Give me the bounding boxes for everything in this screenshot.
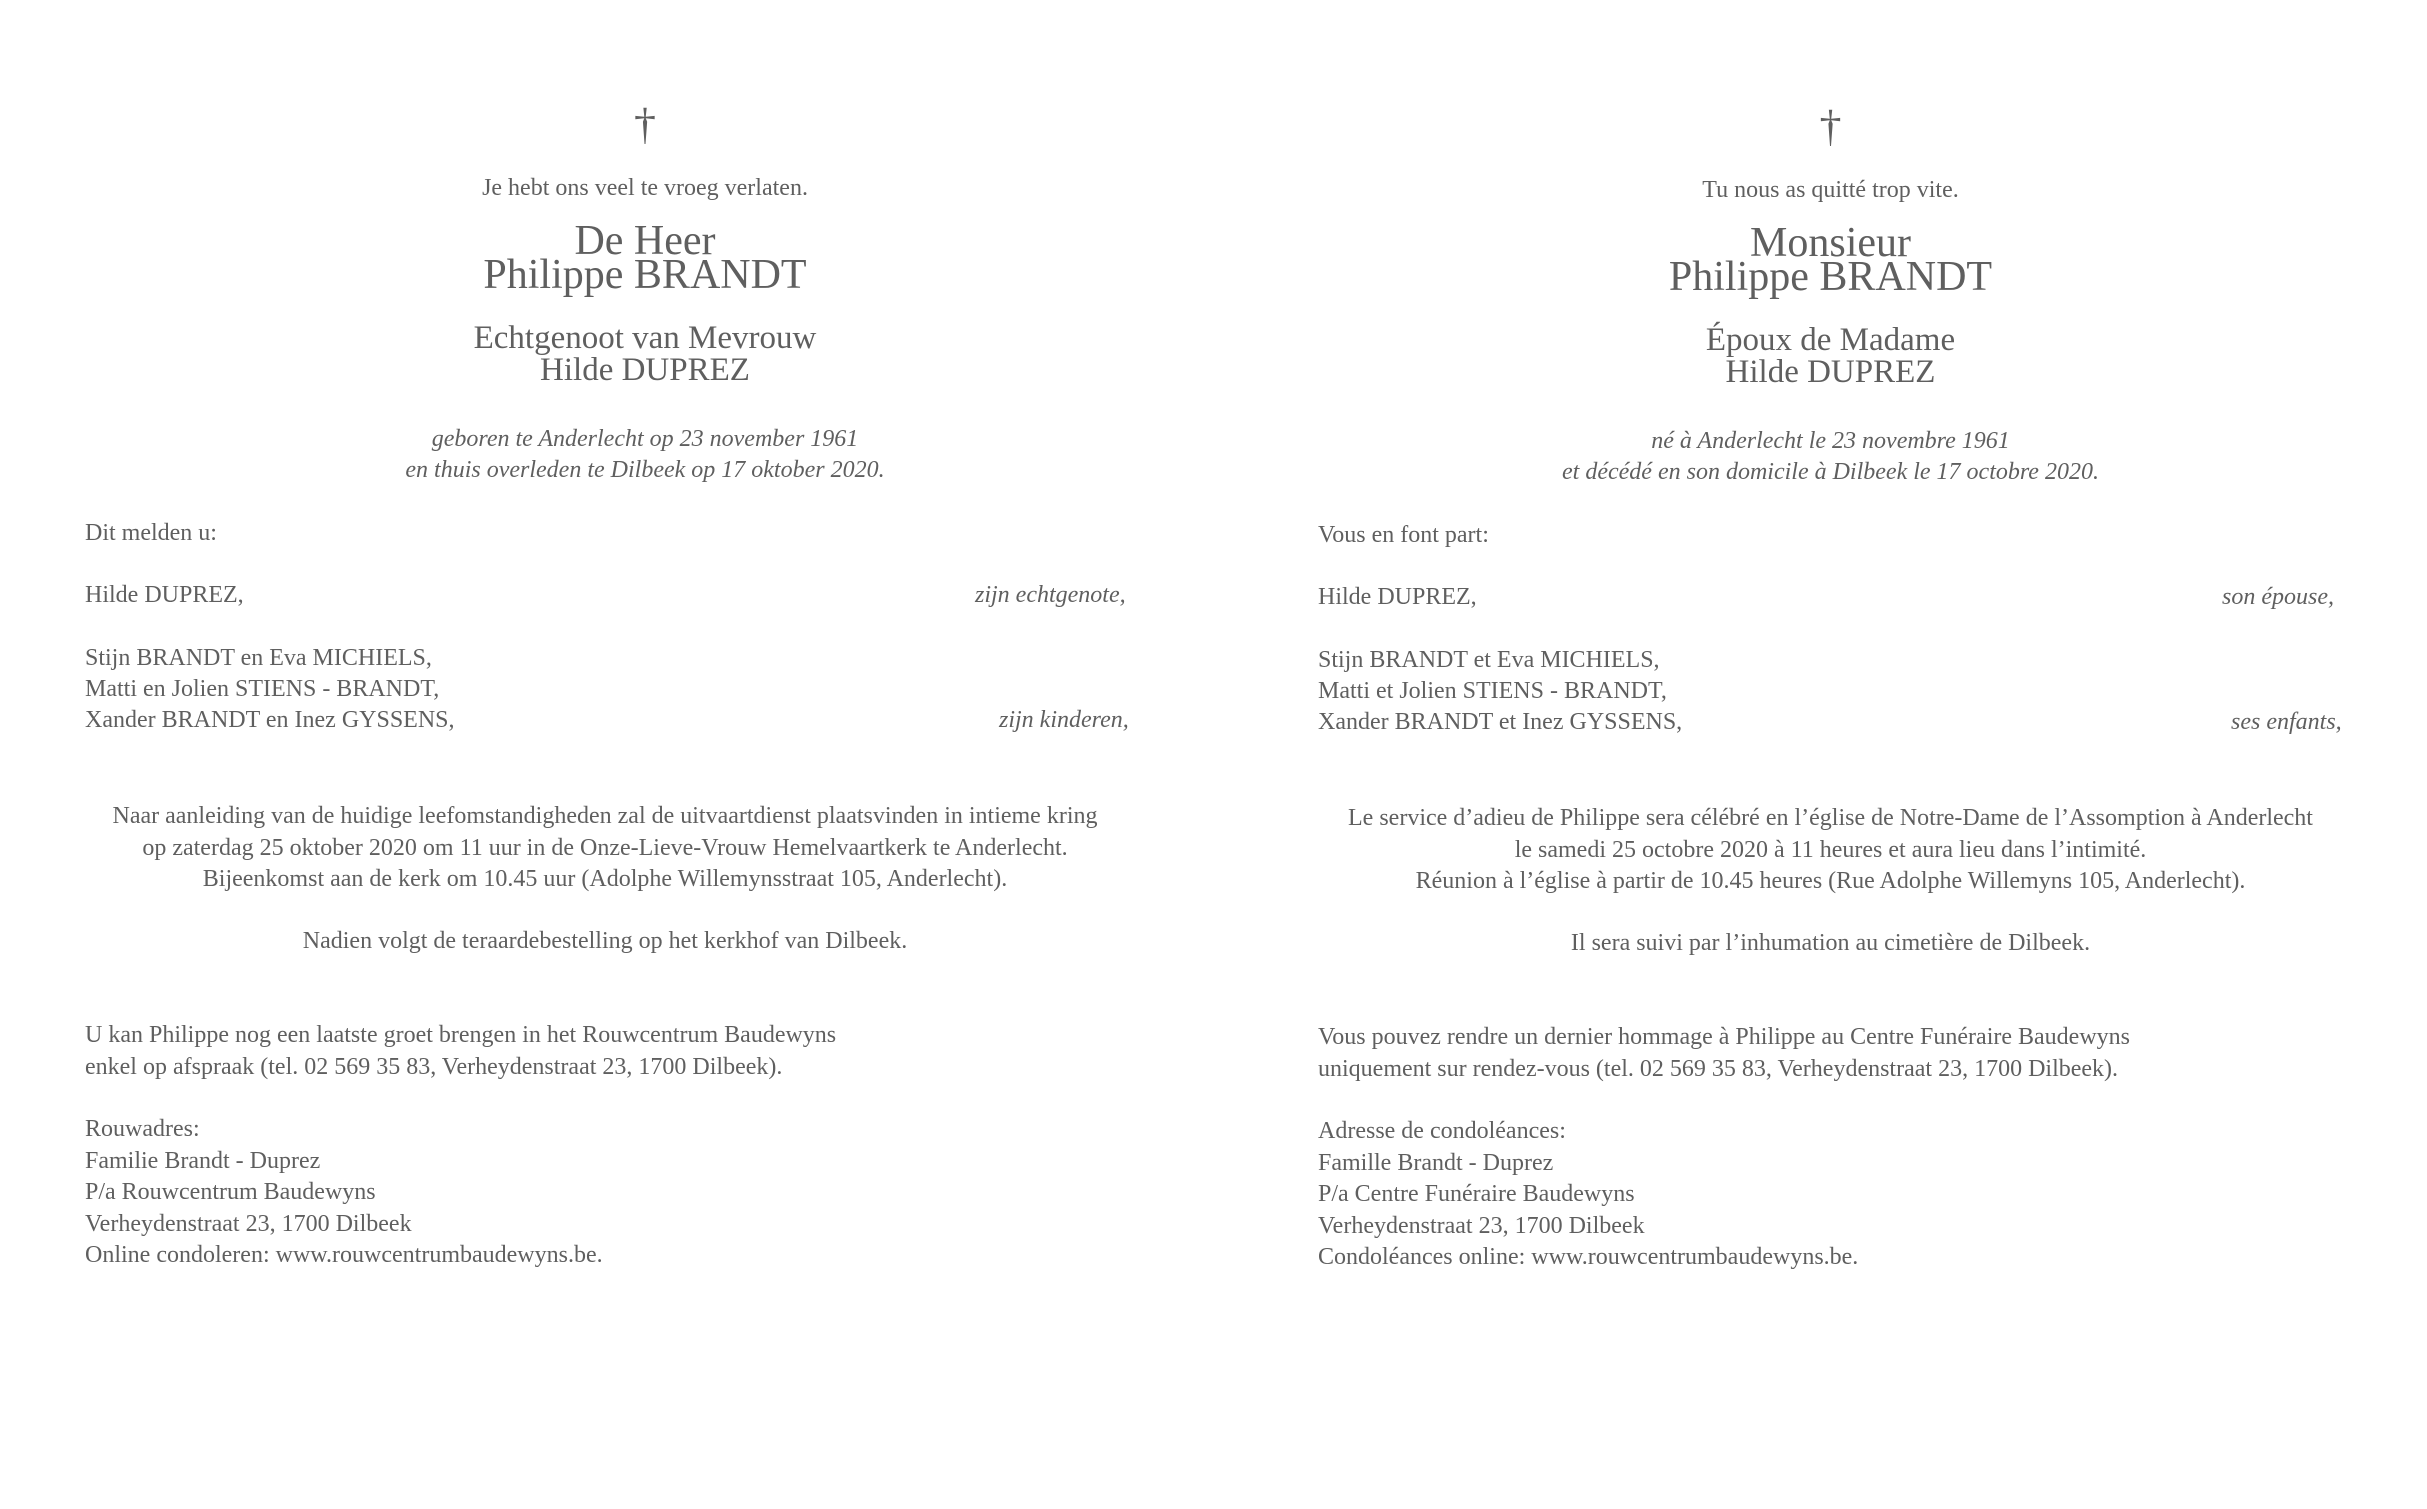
family-row-child bbox=[85, 705, 1205, 736]
address-line: Online condoleren: www.rouwcentrumbaudewyns.be. bbox=[85, 1242, 603, 1268]
family-row-child bbox=[1318, 645, 2343, 676]
cross-icon: † bbox=[1819, 102, 1842, 151]
visit-line: U kan Philippe nog een laatste groet brengen in het Rouwcentrum Baudewyns bbox=[85, 1022, 837, 1048]
address-line: Verheydenstraat 23, 1700 Dilbeek bbox=[1318, 1212, 1645, 1239]
announce-text: Dit melden u: bbox=[85, 520, 217, 546]
condolence-address bbox=[1318, 1116, 2343, 1274]
cross-icon: † bbox=[634, 100, 656, 149]
birth-line: geboren te Anderlecht op 23 november 1961 bbox=[431, 426, 859, 452]
service-line: Le service d’adieu de Philippe sera célébré en l’église de Notre-Dame de l’Assomption à Anderlecht bbox=[1348, 805, 2313, 831]
family-row-child bbox=[85, 674, 1205, 705]
intro-text: Je hebt ons veel te vroeg verlaten. bbox=[482, 175, 808, 201]
birth-death-info bbox=[1318, 426, 2343, 488]
visit-info bbox=[1318, 1022, 2343, 1085]
visit-line: Vous pouvez rendre un dernier hommage à Philippe au Centre Funéraire Baudewyns bbox=[1318, 1024, 2130, 1050]
birth-death-info bbox=[85, 424, 1205, 486]
dutch-notice bbox=[85, 0, 1205, 1509]
family-name: Stijn BRANDT en Eva MICHIELS, bbox=[85, 645, 432, 671]
family-relation: zijn echtgenote, bbox=[975, 582, 1126, 608]
family-row-child bbox=[85, 643, 1205, 674]
service-info bbox=[85, 801, 1125, 896]
deceased-name: Philippe BRANDT bbox=[1668, 254, 1993, 300]
deceased-name: Philippe BRANDT bbox=[483, 252, 807, 298]
service-line: op zaterdag 25 oktober 2020 om 11 uur in de Onze-Lieve-Vrouw Hemelvaartkerk te Anderlecht. bbox=[142, 834, 1068, 861]
burial-info: Il sera suivi par l’inhumation au cimetière de Dilbeek. bbox=[1570, 930, 2091, 956]
address-line: Adresse de condoléances: bbox=[1318, 1118, 1566, 1144]
address-line: Rouwadres: bbox=[85, 1116, 200, 1142]
announce-line bbox=[85, 518, 1205, 549]
service-line: Réunion à l’église à partir de 10.45 heures (Rue Adolphe Willemyns 105, Anderlecht). bbox=[1415, 868, 2246, 894]
address-line: Condoléances online: www.rouwcentrumbaudewyns.be. bbox=[1318, 1244, 1859, 1270]
spouse-heading bbox=[1318, 324, 2343, 388]
service-line: le samedi 25 octobre 2020 à 11 heures et aura lieu dans l’intimité. bbox=[1514, 836, 2147, 863]
visit-info bbox=[85, 1020, 1205, 1083]
service-line: Bijeenkomst aan de kerk om 10.45 uur (Adolphe Willemynsstraat 105, Anderlecht). bbox=[202, 866, 1008, 892]
spouse-heading bbox=[85, 322, 1205, 386]
french-notice bbox=[1318, 0, 2343, 1509]
family-name: Xander BRANDT et Inez GYSSENS, bbox=[1318, 709, 1683, 735]
family-relation: son épouse, bbox=[2222, 584, 2334, 610]
visit-line: uniquement sur rendez-vous (tel. 02 569 35 83, Verheydenstraat 23, 1700 Dilbeek). bbox=[1318, 1055, 2119, 1082]
family-name: Xander BRANDT en Inez GYSSENS, bbox=[85, 707, 455, 733]
condolence-address bbox=[85, 1114, 1205, 1272]
service-info bbox=[1318, 803, 2343, 898]
announce-line bbox=[1318, 520, 2343, 551]
spouse-line-2: Hilde DUPREZ bbox=[540, 352, 750, 388]
spouse-line-2: Hilde DUPREZ bbox=[1725, 354, 1936, 390]
family-row-spouse bbox=[85, 580, 1205, 611]
family-row-child bbox=[1318, 676, 2343, 707]
death-line: et décédé en son domicile à Dilbeek le 17 octobre 2020. bbox=[1562, 459, 2099, 485]
family-relation: ses enfants, bbox=[2231, 709, 2342, 735]
salutation: Monsieur bbox=[1750, 220, 1911, 266]
family-name: Stijn BRANDT et Eva MICHIELS, bbox=[1318, 647, 1660, 673]
address-line: Famille Brandt - Duprez bbox=[1318, 1149, 1554, 1176]
address-line: P/a Centre Funéraire Baudewyns bbox=[1318, 1181, 1635, 1207]
address-line: Verheydenstraat 23, 1700 Dilbeek bbox=[85, 1210, 412, 1237]
family-row-spouse bbox=[1318, 582, 2343, 613]
family-row-child bbox=[1318, 707, 2343, 738]
family-relation: zijn kinderen, bbox=[999, 707, 1129, 733]
deceased-title bbox=[85, 218, 1205, 298]
salutation: De Heer bbox=[574, 218, 716, 264]
death-line: en thuis overleden te Dilbeek op 17 oktober 2020. bbox=[405, 457, 885, 483]
family-name: Hilde DUPREZ, bbox=[85, 582, 244, 608]
burial-info: Nadien volgt de teraardebestelling op het kerkhof van Dilbeek. bbox=[302, 928, 908, 954]
visit-line: enkel op afspraak (tel. 02 569 35 83, Verheydenstraat 23, 1700 Dilbeek). bbox=[85, 1053, 783, 1080]
address-line: Familie Brandt - Duprez bbox=[85, 1147, 321, 1174]
address-line: P/a Rouwcentrum Baudewyns bbox=[85, 1179, 376, 1205]
spouse-line-1: Echtgenoot van Mevrouw bbox=[473, 320, 817, 356]
birth-line: né à Anderlecht le 23 novembre 1961 bbox=[1651, 428, 2010, 454]
family-name: Matti en Jolien STIENS - BRANDT, bbox=[85, 676, 440, 702]
family-name: Matti et Jolien STIENS - BRANDT, bbox=[1318, 678, 1667, 704]
announce-text: Vous en font part: bbox=[1318, 522, 1489, 548]
intro-text: Tu nous as quitté trop vite. bbox=[1702, 177, 1959, 203]
deceased-title bbox=[1318, 220, 2343, 300]
spouse-line-1: Époux de Madame bbox=[1705, 322, 1956, 358]
family-name: Hilde DUPREZ, bbox=[1318, 584, 1477, 610]
service-line: Naar aanleiding van de huidige leefomstandigheden zal de uitvaartdienst plaatsvinden in intieme kring bbox=[112, 803, 1098, 829]
